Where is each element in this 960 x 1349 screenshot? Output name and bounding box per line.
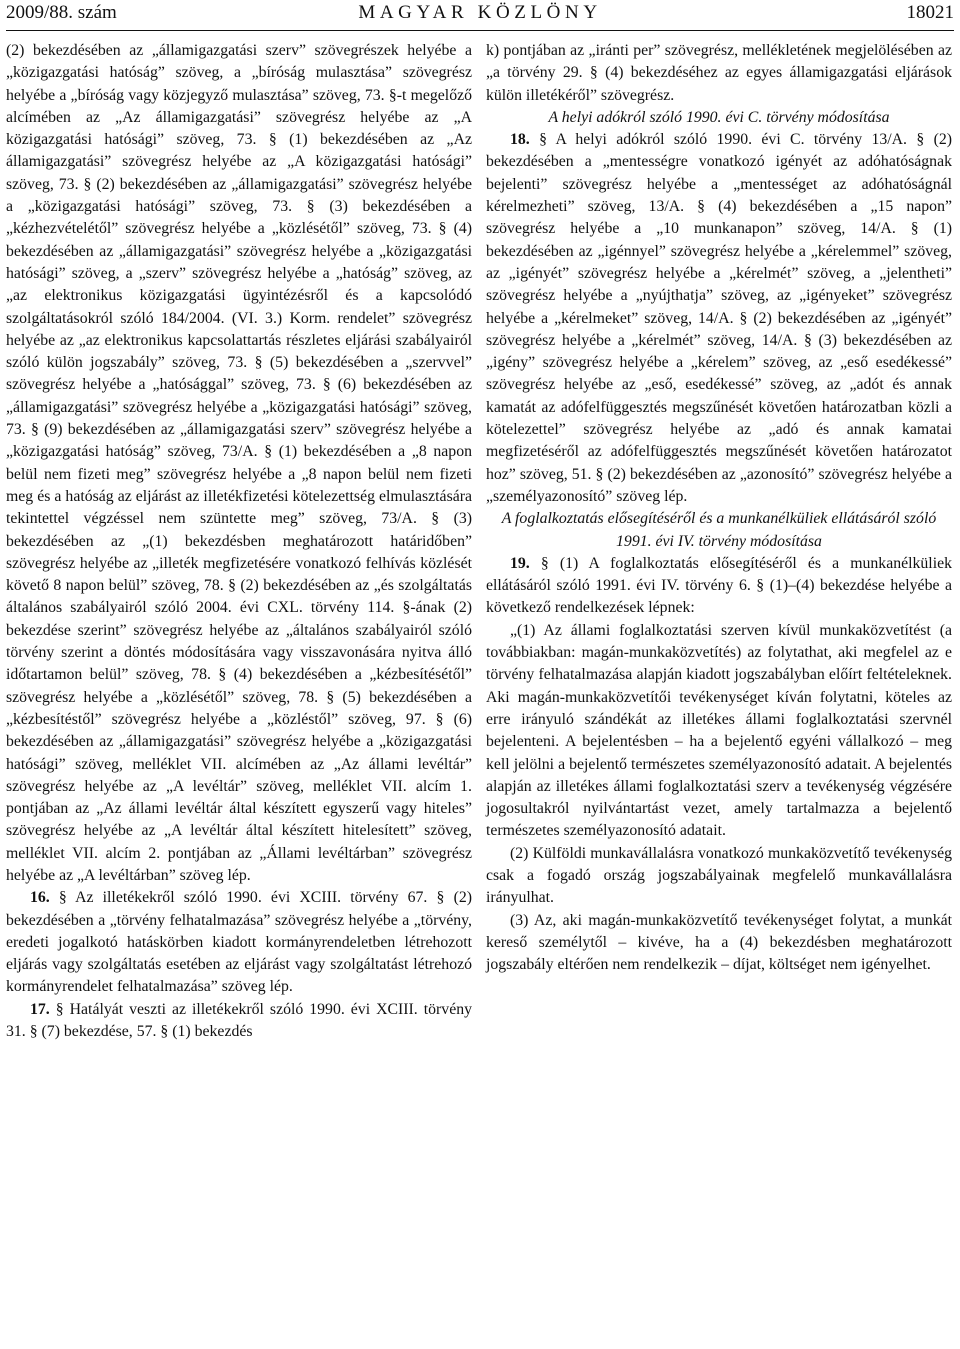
section-18-text: § A helyi adókról szóló 1990. évi C. törvény 13/A. § (2) bekezdésében a „mentességre vonatkozó igényét az adóhatóságnak bejelenti” szövegrész helyébe a „mentességet az adóhatóságnál kérelmezheti” szöveg, 13/A. § (4) bekezdésében a „15 napon” szövegrész helyébe a „10 munkanapon” szöveg, 14/A. § (1) bekezdésében az „igénnyel” szövegrész helyébe a „kérelemmel” szöveg, az „igényét” szövegrész helyébe a „kérelmét” szöveg, a „jelentheti” szövegrész helyébe a „nyújthatja” szöveg, az „igényeket” szövegrész helyébe a „kérelmeket” szöveg, 14/A. § (2) bekezdésében az „igényét” szövegrész helyébe a „kérelmét” szöveg, 14/A. § (3) bekezdésében az „igény” szövegrész helyébe a „kérelem” szöveg, az „eső esedékessé” szövegrész helyébe az „eső, esedékessé” szöveg, az „adót és annak kamatát az adófelfüggesztés megszűnését követően határozatban közli a kötelezettel” szövegrész helyébe az „adó és annak kamatai megfizetéséről az adófelfüggesztés megszűnését követően határozatot hoz” szöveg, 51. § (2) bekezdésében az „azonosító” szövegrész helyébe a „személyazonosító” szöveg lép.	[486, 131, 952, 505]
page-number: 18021	[906, 2, 954, 23]
section-18-number: 18.	[510, 131, 530, 149]
continued-paragraph-right: k) pontjában az „iránti per” szövegrész, mellékletének megjelölésében az „a törvény 29. § (4) bekezdéséhez az egyes államigazgatási eljárások külön illetékéről” szövegrész.	[486, 42, 952, 104]
section-16	[6, 887, 472, 998]
section-18	[486, 129, 952, 508]
section-16-text: § Az illetékekről szóló 1990. évi XCIII. törvény 67. § (2) bekezdésében a „törvény felhatalmazása” szövegrész helyébe a „törvény, eredeti jogalkotó hatáskörben kiadott kormányrendeletben létrehozott eljárás vagy szolgáltatás esetében az eljárást vagy szolgáltatást létrehozó kormányrendelet felhatalmazása” szöveg lép.	[6, 889, 472, 996]
quoted-paragraph-3: (3) Az, aki magán-munkaközvetítő tevékenységet folytat, a munkát kereső személytől – kivéve, ha a (4) bekezdésben meghatározott jogszabály eltérően nem rendelkezik – díjat, költséget nem igényelhet.	[486, 911, 952, 974]
quoted-paragraph-2: (2) Külföldi munkavállalásra vonatkozó munkaközvetítő tevékenység csak a fogadó ország jogszabályainak megfelelő munkavállalásra irányulhat.	[486, 844, 952, 907]
section-16-number: 16.	[30, 889, 50, 907]
section-19-text: § (1) A foglalkoztatás elősegítéséről és a munkanélküliek ellátásáról szóló 1991. évi IV. törvény 6. § (1)–(4) bekezdése helyébe a következő rendelkezések lépnek:	[486, 554, 952, 617]
publication-title: MAGYAR KÖZLÖNY	[358, 2, 602, 23]
subtitle-employment: A foglalkoztatás elősegítéséről és a munkanélküliek ellátásáról szóló 1991. évi IV. törvény módosítása	[501, 510, 937, 550]
quoted-paragraph-1: „(1) Az állami foglalkoztatási szerven kívül munkaközvetítést (a továbbiakban: magán-munkaközvetítés) az folytathat, aki megfelel az e törvény felhatalmazása alapján kiadott jogszabályban előírt feltételeknek. Aki magán-munkaközvetítői tevékenységet kíván folytatni, köteles az erre irányuló szándékát az illetékes állami foglalkoztatási szervnél bejelenteni. A bejelentésben – ha a bejelentő egyéni vállalkozó – meg kell jelölni a bejelentő természetes személyazonosító adatait. A bejelentés alapján az illetékes állami foglalkoztatási szerv a tevékenység végzésére jogosultakról nyilvántartást vezet, amely tartalmazza a bejelentő természetes személyazonosító adatait.	[486, 621, 952, 840]
right-column	[486, 40, 952, 976]
subtitle-local-taxes: A helyi adókról szóló 1990. évi C. törvény módosítása	[548, 108, 890, 126]
section-19-number: 19.	[510, 554, 530, 572]
section-17-text: § Hatályát veszti az illetékekről szóló 1990. évi XCIII. törvény 31. § (7) bekezdése, 57. § (1) bekezdés	[6, 1000, 472, 1041]
issue-number: 2009/88. szám	[6, 2, 117, 23]
page-header	[6, 2, 954, 26]
section-17-number: 17.	[30, 1000, 50, 1018]
left-column	[6, 40, 472, 1043]
continued-paragraph: (2) bekezdésében az „államigazgatási szerv” szövegrészek helyébe a „közigazgatási hatóság” szöveg, a „bíróság mulasztása” szövegrész helyébe a „bíróság vagy közjegyző mulasztása” szöveg, 73. §-t megelőző alcímében az „Az államigazgatási” szövegrész helyébe az „A közigazgatási hatósági” szöveg, 73. § (1) bekezdésében az „Az államigazgatási” szövegrész helyébe az „A közigazgatási hatósági” szöveg, 73. § (2) bekezdésében az „államigazgatási” szövegrész helyébe a „közigazgatási hatósági” szöveg, 73. § (3) bekezdésében a „kézhezvételétől” szövegrész helyébe a „közlésétől” szöveg, 73. § (4) bekezdésében az „államigazgatási” szövegrész helyébe a „közigazgatási hatósági” szöveg, a „szerv” szövegrész helyébe a „hatóság” szöveg, az „az elektronikus közigazgatási ügyintézésről és a kapcsolódó szolgáltatásokról szóló 184/2004. (VI. 3.) Korm. rendelet” szövegrész helyébe az „az elektronikus kapcsolattartás részletes eljárási szabályairól szóló külön jogszabály” szöveg, 73. § (5) bekezdésében a „szervvel” szövegrész helyébe a „hatósággal” szöveg, 73. § (6) bekezdésében az „államigazgatási” szövegrész helyébe a „közigazgatási hatósági” szöveg, 73. § (9) bekezdésében az „államigazgatási szerv” szövegrész helyébe a „közigazgatási hatóság” szöveg, 73/A. § (1) bekezdésében a „8 napon belül nem fizeti meg” szövegrész helyébe a „8 napon belül nem fizeti meg és a hatóság az eljárást az illetékfizetési kötelezettség elmulasztására tekintettel végzéssel nem szüntette meg” szöveg, 73/A. § (3) bekezdésében az „(1) bekezdésben meghatározott határidőben” szövegrész helyébe az „illeték megfizetésére vonatkozó felhívás közlését követő 8 napon belül” szöveg, 78. § (2) bekezdésében az „és szolgáltatás általános szabályairól szóló 2004. évi CXL. törvény 114. §-ának (2) bekezdése szerint” szövegrész helyébe az „általános szabályairól szóló törvény szerint a döntés módosítására vagy visszavonására nyitva álló időtartamon belül” szöveg, 78. § (4) bekezdésében a „kézbesítésétől” szövegrész helyébe a „közlésétől” szöveg, 78. § (5) bekezdésében a „kézbesítéstől” szövegrész helyébe a „közléstől” szöveg, 97. § (6) bekezdésében az „államigazgatási” szövegrész helyébe a „közigazgatási hatósági” szöveg, melléklet VII. alcímében az „Az állami levéltár” szövegrész helyébe az „A levéltár” szöveg, melléklet VII. alcím 1. pontjában az „Az állami levéltár által készített egyszerű vagy hiteles” szövegrész helyébe az „A levéltár által készített hitelesített” szöveg, melléklet VII. alcím 2. pontjában az „Állami levéltárban” szövegrész helyébe az „A levéltárban” szöveg lép.	[6, 42, 472, 884]
header-rule	[6, 30, 954, 31]
section-19	[486, 553, 952, 620]
section-17	[6, 999, 472, 1044]
